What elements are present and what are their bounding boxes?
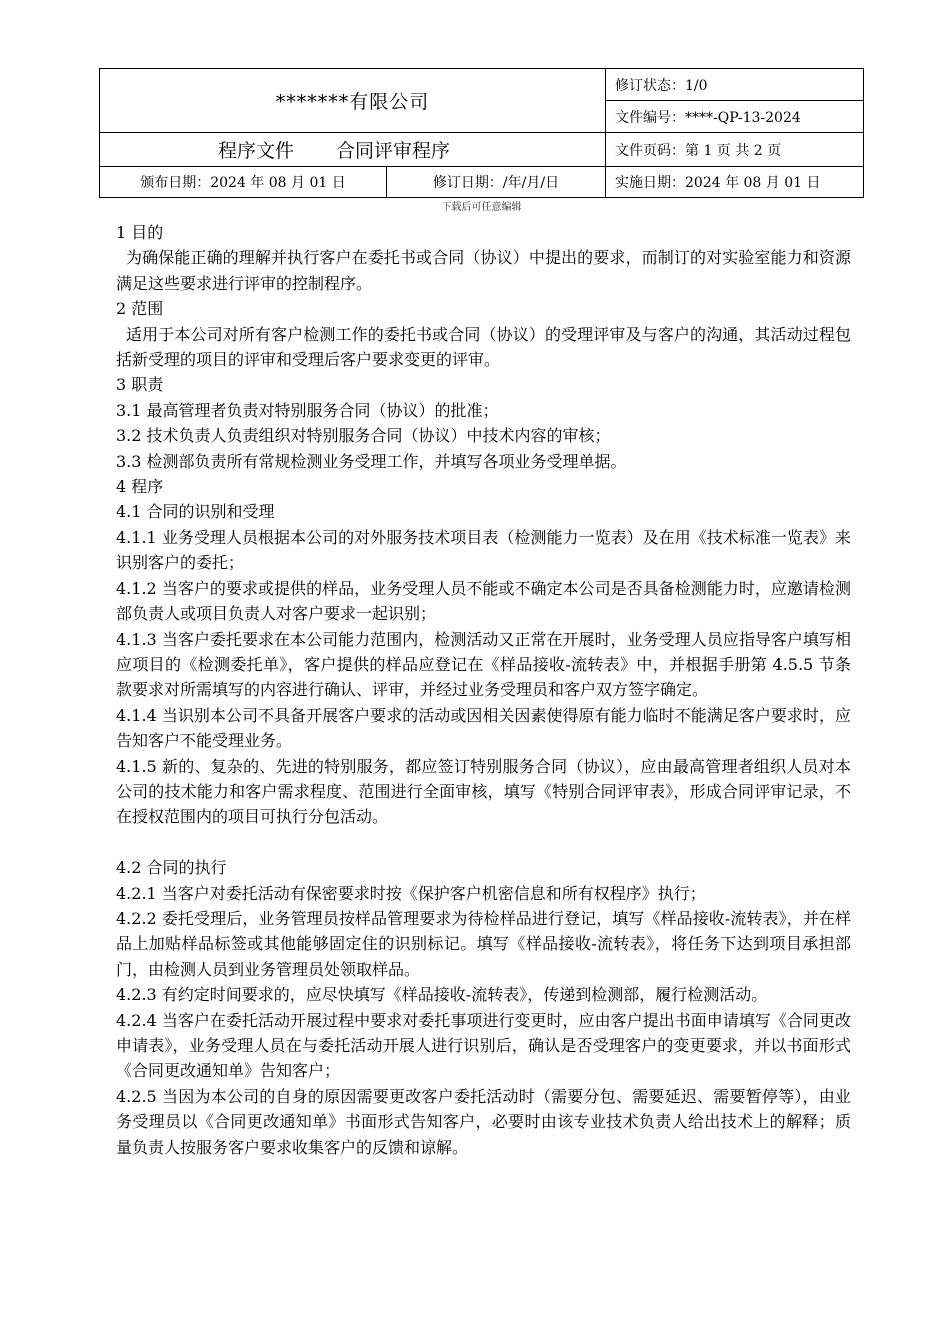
section-4-1-4: 4.1.4 当识别本公司不具备开展客户要求的活动或因相关因素使得原有能力临时不能满足客户要求时，应告知客户不能受理业务。 [116, 705, 851, 751]
implementation-date: 实施日期：2024 年 08 月 01 日 [615, 175, 821, 191]
document-title-row [100, 133, 605, 166]
section-4-1-2: 4.1.2 当客户的要求或提供的样品，业务受理人员不能或不确定本公司是否具备检测能力时，应邀请检测部负责人或项目负责人对客户要求一起识别； [116, 578, 851, 624]
section-4-1-1: 4.1.1 业务受理人员根据本公司的对外服务技术项目表（检测能力一览表）及在用《技术标准一览表》来识别客户的委托； [116, 527, 851, 573]
section-4-2-1: 4.2.1 当客户对委托活动有保密要求时按《保护客户机密信息和所有权程序》执行； [116, 883, 706, 903]
document-body [116, 220, 851, 1160]
page-code: 文件页码：第 1 页 共 2 页 [615, 142, 782, 159]
section-4-1-5: 4.1.5 新的、复杂的、先进的特别服务，都应签订特别服务合同（协议），应由最高管理者组织人员对本公司的技术能力和客户需求程度、范围进行全面审核，填写《特别合同评审表》，形成合同评审记录，不在授权范围内的项目可执行分包活动。 [116, 756, 851, 827]
section-4-2-4: 4.2.4 当客户在委托活动开展过程中要求对委托事项进行变更时，应由客户提出书面申请填写《合同更改申请表》，业务受理人员在与委托活动开展人进行识别后，确认是否受理客户的变更要求，并以书面形式《合同更改通知单》告知客户； [116, 1010, 851, 1081]
section-4-title: 4 程序 [116, 477, 164, 497]
download-note: 下载后可任意编辑 [441, 202, 522, 213]
section-2-text: 适用于本公司对所有客户检测工作的委托书或合同（协议）的受理评审及与客户的沟通，其活动过程包括新受理的项目的评审和受理后客户要求变更的评审。 [116, 324, 851, 370]
section-4-2-3: 4.2.3 有约定时间要求的，应尽快填写《样品接收-流转表》，传递到检测部，履行检测活动。 [116, 985, 768, 1005]
section-4-2-2: 4.2.2 委托受理后，业务管理员按样品管理要求为待检样品进行登记，填写《样品接收-流转表》，并在样品上加贴样品标签或其他能够固定住的识别标记。填写《样品接收-流转表》，将任务下达到项目承担部门，由检测人员到业务管理员处领取样品。 [116, 908, 851, 979]
section-3-title: 3 职责 [116, 375, 164, 395]
section-4-2-5: 4.2.5 当因为本公司的自身的原因需要更改客户委托活动时（需要分包、需要延迟、需要暂停等），由业务受理员以《合同更改通知单》书面形式告知客户，必要时由该专业技术负责人给出技术上的解释；质量负责人按服务客户要求收集客户的反馈和谅解。 [116, 1086, 851, 1157]
file-number: 文件编号：****-QP-13-2024 [615, 109, 801, 126]
section-4-1-title: 4.1 合同的识别和受理 [116, 502, 275, 522]
revision-status: 修订状态：1/0 [615, 77, 708, 94]
section-2-title: 2 范围 [116, 299, 164, 319]
issue-date: 颁布日期：2024 年 08 月 01 日 [140, 175, 346, 191]
section-3-2: 3.2 技术负责人负责组织对特别服务合同（协议）中技术内容的审核； [116, 426, 611, 446]
doc-type: 程序文件 [218, 140, 295, 162]
revision-date: 修订日期：/年/月/日 [432, 175, 560, 191]
section-4-1-3: 4.1.3 当客户委托要求在本公司能力范围内，检测活动又正常在开展时，业务受理人员应指导客户填写相应项目的《检测委托单》，客户提供的样品应登记在《样品接收-流转表》中，并根据手册第 4.5.5 节条款要求对所需填写的内容进行确认、评审，并经过业务受理员和客户双方签字确定。 [116, 629, 851, 700]
document-header-table [99, 68, 864, 198]
company-name: *******有限公司 [275, 91, 430, 113]
doc-title: 合同评审程序 [336, 140, 451, 162]
section-1-title: 1 目的 [116, 223, 164, 242]
section-1-text: 为确保能正确的理解并执行客户在委托书或合同（协议）中提出的要求，而制订的对实验室能力和资源满足这些要求进行评审的控制程序。 [116, 248, 851, 293]
section-3-1: 3.1 最高管理者负责对特别服务合同（协议）的批准； [116, 400, 499, 420]
section-3-3: 3.3 检测部负责所有常规检测业务受理工作，并填写各项业务受理单据。 [116, 451, 627, 471]
section-4-2-title: 4.2 合同的执行 [116, 858, 227, 878]
